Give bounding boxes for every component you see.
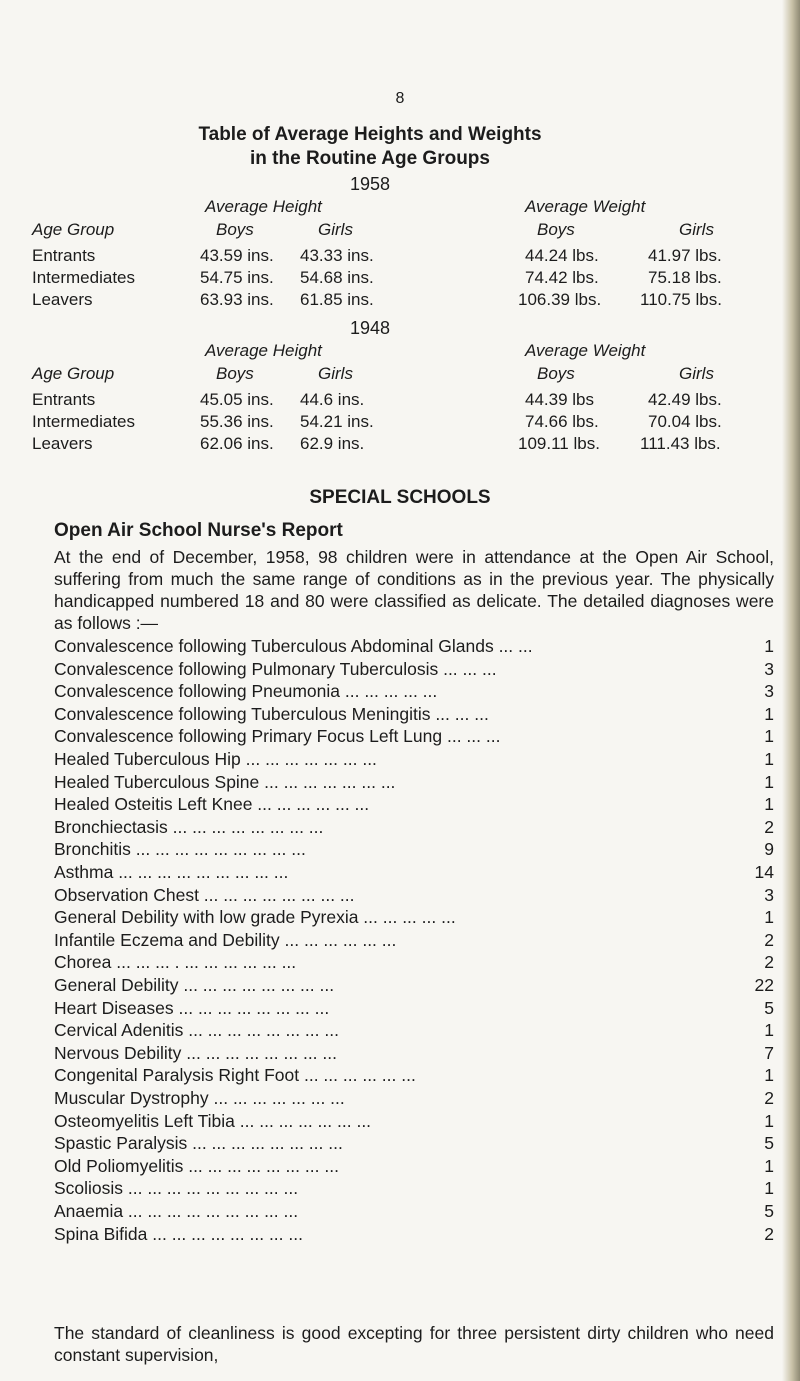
diagnosis-row — [54, 907, 774, 929]
weight-girls-cell: 111.43 lbs. — [640, 434, 721, 453]
intro-paragraph: At the end of December, 1958, 98 children were in attendance at the Open Air School, suffering from much the same range of conditions as in the previous year. The physically handicapped numbered 18 and 80 were classified as delicate. The detailed diagnoses were as follows :— — [54, 547, 774, 633]
section-heading: SPECIAL SCHOOLS — [309, 487, 491, 508]
diagnosis-label: General Debility ... ... ... ... ... ... ... ... — [54, 975, 335, 995]
avg-height-header: Average Height — [205, 341, 322, 360]
diagnosis-count: 1 — [764, 726, 774, 747]
diagnosis-label: Asthma ... ... ... ... ... ... ... ... ... — [54, 862, 289, 882]
height-boys-cell: 55.36 ins. — [200, 412, 274, 431]
height-girls-cell: 54.21 ins. — [300, 412, 374, 431]
diagnosis-row — [54, 749, 774, 771]
diagnosis-label: Convalescence following Primary Focus Left Lung ... ... ... — [54, 726, 501, 747]
diagnosis-label: Heart Diseases ... ... ... ... ... ... ... ... — [54, 997, 330, 1018]
weight-girls-cell: 41.97 lbs. — [648, 246, 722, 265]
col-height-boys: Boys — [216, 364, 254, 383]
diagnosis-count: 7 — [764, 1042, 774, 1063]
diagnosis-count: 1 — [764, 1020, 774, 1041]
height-boys-cell: 45.05 ins. — [200, 390, 274, 409]
diagnosis-label: Healed Osteitis Left Knee ... ... ... ... ... ... — [54, 794, 370, 815]
diagnosis-count: 1 — [764, 771, 774, 792]
diagnosis-count: 5 — [764, 1201, 774, 1221]
diagnosis-label: Cervical Adenitis ... ... ... ... ... ... ... ... — [54, 1020, 339, 1041]
diagnosis-row — [54, 885, 774, 907]
col-height-girls: Girls — [318, 364, 353, 383]
avg-weight-header: Average Weight — [525, 197, 646, 216]
col-height-boys: Boys — [216, 220, 254, 239]
diagnosis-label: Spina Bifida ... ... ... ... ... ... ... ... — [54, 1223, 303, 1244]
height-boys-cell: 54.75 ins. — [200, 268, 274, 287]
avg-weight-header: Average Weight — [525, 341, 646, 360]
diagnosis-label: Osteomyelitis Left Tibia ... ... ... ... ... ... ... — [54, 1110, 372, 1131]
page-number: 8 — [395, 90, 405, 107]
diagnosis-row — [54, 862, 774, 884]
diagnosis-row — [54, 1133, 774, 1155]
table-year: 1948 — [349, 318, 391, 338]
diagnosis-count: 1 — [764, 636, 774, 656]
diagnosis-label: Muscular Dystrophy ... ... ... ... ... ... ... — [54, 1088, 345, 1108]
row-group: Leavers — [32, 434, 93, 453]
diagnosis-count: 14 — [754, 862, 774, 882]
diagnosis-label: Healed Tuberculous Hip ... ... ... ... ... ... ... — [54, 749, 377, 769]
diagnosis-row — [54, 681, 774, 703]
weight-girls-cell: 42.49 lbs. — [648, 390, 722, 409]
weight-girls-cell: 75.18 lbs. — [648, 268, 722, 287]
diagnosis-count: 1 — [764, 1065, 774, 1086]
diagnosis-row — [54, 1111, 774, 1133]
diagnosis-row — [54, 794, 774, 816]
weight-boys-cell: 44.24 lbs. — [525, 246, 599, 265]
row-group: Leavers — [32, 290, 93, 309]
weight-boys-cell: 109.11 lbs. — [518, 434, 600, 453]
table-title-line-2: in the Routine Age Groups — [250, 148, 490, 169]
diagnosis-count: 3 — [764, 658, 774, 679]
diagnosis-label: General Debility with low grade Pyrexia ... ... ... ... ... — [54, 907, 456, 928]
diagnosis-row — [54, 772, 774, 794]
row-group: Intermediates — [32, 412, 135, 431]
diagnosis-label: Spastic Paralysis ... ... ... ... ... ... ... ... — [54, 1133, 343, 1154]
avg-height-header: Average Height — [205, 197, 322, 216]
diagnosis-row — [54, 1020, 774, 1042]
diagnosis-label: Anaemia ... ... ... ... ... ... ... ... ... — [54, 1201, 299, 1221]
diagnosis-row — [54, 1043, 774, 1065]
diagnosis-count: 2 — [764, 929, 774, 950]
table-title-line-1: Table of Average Heights and Weights — [198, 124, 542, 145]
height-girls-cell: 43.33 ins. — [300, 246, 374, 265]
col-height-girls: Girls — [318, 220, 353, 239]
diagnosis-label: Congenital Paralysis Right Foot ... ... ... ... ... ... — [54, 1065, 416, 1086]
diagnosis-row — [54, 1178, 774, 1200]
weight-boys-cell: 74.66 lbs. — [525, 412, 599, 431]
diagnosis-count: 1 — [764, 1110, 774, 1131]
height-girls-cell: 44.6 ins. — [300, 390, 365, 409]
diagnosis-row — [54, 975, 774, 997]
diagnosis-label: Nervous Debility ... ... ... ... ... ... ... ... — [54, 1042, 337, 1063]
col-age-group: Age Group — [32, 364, 115, 383]
diagnosis-label: Scoliosis ... ... ... ... ... ... ... ... ... — [54, 1178, 299, 1199]
diagnosis-row — [54, 726, 774, 748]
height-boys-cell: 63.93 ins. — [200, 290, 274, 309]
diagnosis-count: 2 — [764, 952, 774, 973]
diagnosis-label: Convalescence following Pulmonary Tuberculosis ... ... ... — [54, 658, 497, 679]
diagnosis-count: 5 — [764, 997, 774, 1018]
diagnosis-count: 2 — [764, 1223, 774, 1244]
diagnosis-label: Bronchitis ... ... ... ... ... ... ... ... ... — [54, 839, 306, 860]
col-weight-girls: Girls — [679, 364, 714, 383]
diagnosis-count: 3 — [764, 681, 774, 702]
diagnosis-count: 3 — [764, 884, 774, 905]
diagnosis-row — [54, 636, 774, 658]
diagnosis-label: Chorea ... ... ... . ... ... ... ... ... ... — [54, 952, 297, 973]
height-boys-cell: 43.59 ins. — [200, 246, 274, 265]
col-weight-girls: Girls — [679, 220, 714, 239]
row-group: Entrants — [32, 246, 96, 265]
row-group: Intermediates — [32, 268, 135, 287]
closing-paragraph: The standard of cleanliness is good excepting for three persistent dirty children who need constant supervision, — [54, 1323, 774, 1365]
diagnosis-count: 2 — [764, 1088, 774, 1108]
diagnosis-row — [54, 817, 774, 839]
diagnosis-count: 1 — [764, 703, 774, 724]
diagnosis-count: 22 — [754, 975, 774, 995]
diagnosis-count: 5 — [764, 1133, 774, 1154]
diagnosis-row — [54, 930, 774, 952]
diagnosis-row — [54, 1088, 774, 1110]
diagnosis-row — [54, 1065, 774, 1087]
report-subheading: Open Air School Nurse's Report — [54, 520, 343, 541]
diagnosis-label: Convalescence following Tuberculous Abdominal Glands ... ... — [54, 636, 533, 656]
diagnosis-row — [54, 952, 774, 974]
diagnosis-label: Convalescence following Tuberculous Meningitis ... ... ... — [54, 703, 489, 724]
diagnosis-count: 1 — [764, 749, 774, 769]
table-year: 1958 — [349, 174, 391, 194]
col-age-group: Age Group — [32, 220, 115, 239]
height-boys-cell: 62.06 ins. — [200, 434, 274, 453]
diagnosis-row — [54, 839, 774, 861]
col-weight-boys: Boys — [537, 364, 575, 383]
diagnosis-label: Old Poliomyelitis ... ... ... ... ... ... ... ... — [54, 1155, 339, 1176]
col-weight-boys: Boys — [537, 220, 575, 239]
diagnosis-label: Infantile Eczema and Debility ... ... ... ... ... ... — [54, 929, 397, 950]
diagnosis-label: Bronchiectasis ... ... ... ... ... ... ... ... — [54, 816, 324, 837]
weight-boys-cell: 106.39 lbs. — [518, 290, 602, 309]
diagnosis-count: 1 — [764, 794, 774, 815]
diagnosis-row — [54, 998, 774, 1020]
row-group: Entrants — [32, 390, 96, 409]
height-girls-cell: 54.68 ins. — [300, 268, 374, 287]
diagnosis-row — [54, 1201, 774, 1223]
weight-boys-cell: 44.39 lbs — [525, 390, 594, 409]
weight-girls-cell: 70.04 lbs. — [648, 412, 722, 431]
diagnosis-count: 1 — [764, 1155, 774, 1176]
diagnosis-row — [54, 1224, 774, 1246]
diagnosis-label: Convalescence following Pneumonia ... ... ... ... ... — [54, 681, 438, 702]
diagnosis-count: 2 — [764, 816, 774, 837]
diagnosis-row — [54, 704, 774, 726]
diagnosis-label: Observation Chest ... ... ... ... ... ... ... ... — [54, 884, 355, 905]
diagnosis-count: 1 — [764, 1178, 774, 1199]
diagnosis-count: 1 — [764, 907, 774, 928]
height-girls-cell: 62.9 ins. — [300, 434, 365, 453]
weight-boys-cell: 74.42 lbs. — [525, 268, 599, 287]
diagnosis-label: Healed Tuberculous Spine ... ... ... ... ... ... ... — [54, 771, 396, 792]
diagnosis-row — [54, 1156, 774, 1178]
diagnosis-row — [54, 659, 774, 681]
diagnosis-count: 9 — [764, 839, 774, 860]
page-edge-shadow — [782, 0, 800, 1381]
weight-girls-cell: 110.75 lbs. — [640, 290, 722, 309]
height-girls-cell: 61.85 ins. — [300, 290, 374, 309]
